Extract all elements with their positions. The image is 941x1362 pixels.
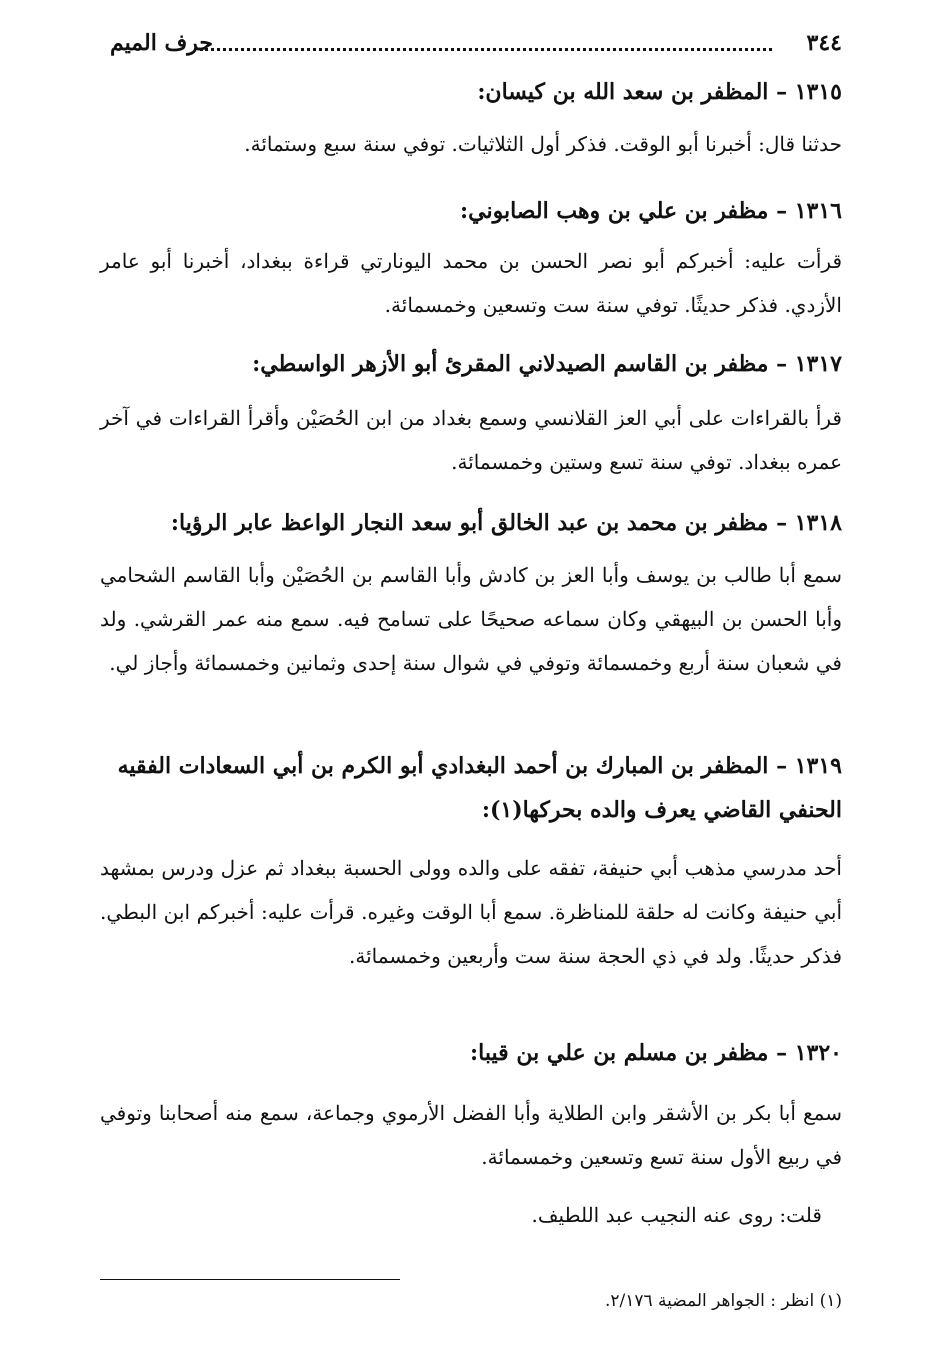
entry-1318 (100, 501, 842, 685)
editor-note: قلت: روى عنه النجيب عبد اللطيف. (531, 1203, 822, 1227)
entry-heading: ١٣١٩ – المظفر بن المبارك بن أحمد البغدادي أبو الكرم بن أبي السعادات الفقيه الحنفي القاضي يعرف والده بحركها(١): (117, 753, 842, 823)
entry-1320 (100, 1031, 842, 1237)
entry-text: قرأت عليه: أخبركم أبو نصر الحسن بن محمد اليونارتي قراءة ببغداد، أخبرنا أبو عامر الأزدي. فذكر حديثًا. توفي سنة ست وتسعين وخمسمائة. (100, 249, 842, 317)
entry-1317 (100, 342, 842, 484)
entry-1315 (100, 70, 842, 166)
page-number: ٣٤٤ (806, 30, 842, 56)
entry-heading: ١٣٢٠ – مظفر بن مسلم بن علي بن قيبا: (470, 1040, 842, 1066)
entry-heading: ١٣١٦ – مظفر بن علي بن وهب الصابوني: (460, 198, 842, 224)
footnote-rule (100, 1279, 400, 1280)
entry-1319 (100, 744, 842, 978)
entry-heading: ١٣١٥ – المظفر بن سعد الله بن كيسان: (477, 79, 842, 105)
entry-heading: ١٣١٧ – مظفر بن القاسم الصيدلاني المقرئ أبو الأزهر الواسطي: (252, 351, 842, 377)
entry-text: سمع أبا طالب بن يوسف وأبا العز بن كادش وأبا القاسم بن الحُصَيْن وأبا القاسم الشحامي وأبا الحسن بن البيهقي وكان سماعه صحيحًا على تسامح فيه. سمع منه عمر القرشي. ولد في شعبان سنة أربع وخمسمائة وتوفي في شوال سنة إحدى وثمانين وخمسمائة وأجاز لي. (100, 563, 842, 675)
entry-text: حدثنا قال: أخبرنا أبو الوقت. فذكر أول الثلاثيات. توفي سنة سبع وستمائة. (244, 132, 842, 156)
running-head (100, 30, 842, 60)
entry-text: قرأ بالقراءات على أبي العز القلانسي وسمع بغداد من ابن الحُصَيْن وأقرأ القراءات في آخر عمره ببغداد. توفي سنة تسع وستين وخمسمائة. (100, 406, 842, 474)
entry-text: أحد مدرسي مذهب أبي حنيفة، تفقه على والده وولى الحسبة ببغداد ثم عزل ودرس بمشهد أبي حنيفة وكانت له حلقة للمناظرة. سمع أبا الوقت وغيره. قرأت عليه: أخبركم ابن البطي. فذكر حديثًا. ولد في ذي الحجة سنة ست وأربعين وخمسمائة. (100, 856, 842, 968)
entry-heading: ١٣١٨ – مظفر بن محمد بن عبد الخالق أبو سعد النجار الواعظ عابر الرؤيا: (170, 510, 842, 536)
chapter-title: حرف الميم (110, 30, 214, 56)
entry-1316 (100, 189, 842, 327)
leader-dots (200, 48, 772, 51)
footnote: (١) انظر : الجواهر المضية ٢/١٧٦. (604, 1291, 842, 1311)
entry-text: سمع أبا بكر بن الأشقر وابن الطلاية وأبا الفضل الأرموي وجماعة، سمع منه أصحابنا وتوفي في ربيع الأول سنة تسع وتسعين وخمسمائة. (100, 1101, 842, 1169)
book-page (100, 26, 842, 1346)
